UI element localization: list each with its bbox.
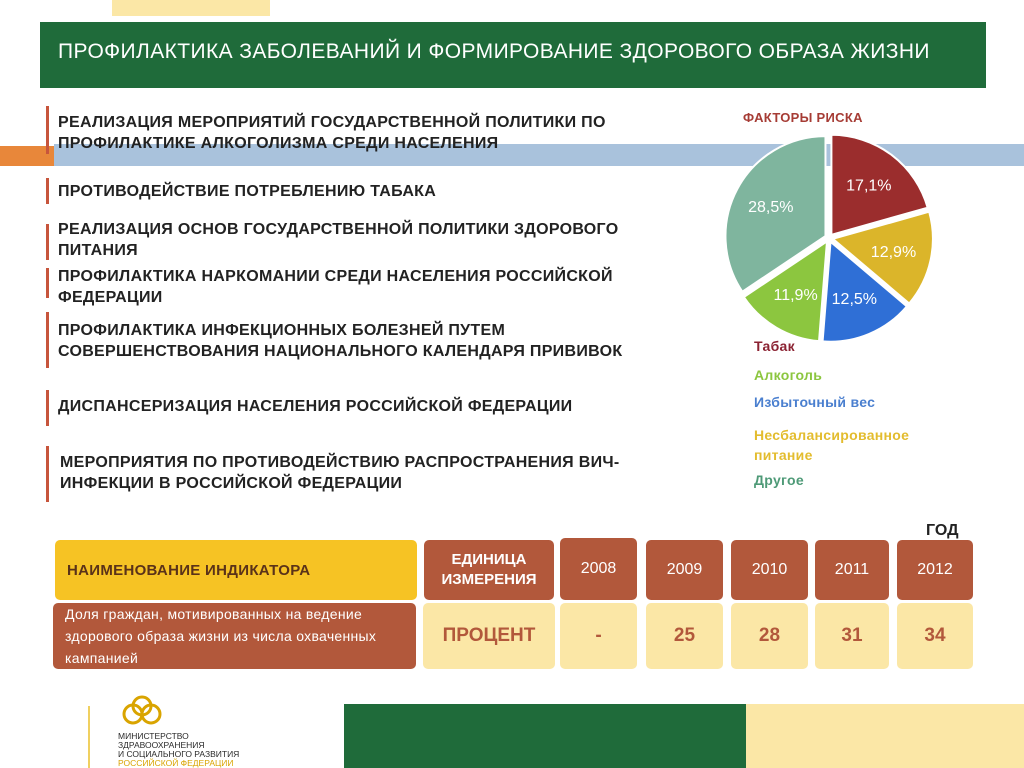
program-item: ПРОФИЛАКТИКА ИНФЕКЦИОННЫХ БОЛЕЗНЕЙ ПУТЕМ СОВЕРШЕНСТВОВАНИЯ НАЦИОНАЛЬНОГО КАЛЕНДАРЯ ПРИВИВОК — [58, 322, 623, 360]
value-2010: 28 — [731, 603, 808, 669]
year-header-2008: 2008 — [560, 538, 637, 600]
value-2011: 31 — [815, 603, 889, 669]
pie-slice-label-2: 12,5% — [831, 290, 878, 308]
page-title: ПРОФИЛАКТИКА ЗАБОЛЕВАНИЙ И ФОРМИРОВАНИЕ ЗДОРОВОГО ОБРАЗА ЖИЗНИ — [58, 40, 930, 63]
program-item: РЕАЛИЗАЦИЯ ОСНОВ ГОСУДАРСТВЕННОЙ ПОЛИТИКИ ЗДОРОВОГО ПИТАНИЯ — [58, 221, 619, 259]
footer-green-band — [344, 704, 746, 768]
top-decoration — [112, 0, 270, 16]
risk-pie-chart — [726, 135, 932, 341]
program-item: ПРОТИВОДЕЙСТВИЕ ПОТРЕБЛЕНИЮ ТАБАКА — [58, 183, 437, 200]
item-marker — [46, 312, 49, 368]
year-header-2010: 2010 — [731, 540, 808, 600]
legend-other: Другое — [754, 472, 804, 488]
risk-factors-title: ФАКТОРЫ РИСКА — [743, 110, 863, 125]
pie-slice-label-3: 11,9% — [773, 286, 818, 304]
program-item: ПРОФИЛАКТИКА НАРКОМАНИИ СРЕДИ НАСЕЛЕНИЯ РОССИЙСКОЙ ФЕДЕРАЦИИ — [58, 268, 613, 306]
footer-divider — [88, 706, 90, 768]
program-item: РЕАЛИЗАЦИЯ МЕРОПРИЯТИЙ ГОСУДАРСТВЕННОЙ ПОЛИТИКИ ПО ПРОФИЛАКТИКЕ АЛКОГОЛИЗМА СРЕДИ НАСЕЛЕНИЯ — [58, 114, 606, 152]
year-label: ГОД — [926, 522, 959, 539]
item-marker — [46, 446, 49, 502]
legend-unbalanced-diet: Несбалансированное питание — [754, 427, 910, 463]
item-marker — [46, 268, 49, 298]
pie-slice-label-4: 28,5% — [748, 198, 794, 216]
legend-tobacco: Табак — [754, 338, 795, 354]
program-item: ДИСПАНСЕРИЗАЦИЯ НАСЕЛЕНИЯ РОССИЙСКОЙ ФЕДЕРАЦИИ — [58, 398, 573, 415]
item-marker — [46, 106, 49, 154]
item-marker — [46, 390, 49, 426]
pie-slice-label-0: 17,1% — [846, 177, 892, 195]
ministry-logo-icon — [116, 694, 168, 730]
legend-overweight: Избыточный вес — [754, 394, 876, 410]
unit-header: ЕДИНИЦА ИЗМЕРЕНИЯ — [424, 540, 554, 600]
year-header-2009: 2009 — [646, 540, 723, 600]
footer-yellow-band — [746, 704, 1024, 768]
value-2012: 34 — [897, 603, 973, 669]
legend-alcohol: Алкоголь — [754, 367, 823, 383]
value-2009: 25 — [646, 603, 723, 669]
indicator-description: Доля граждан, мотивированных на ведение здорового образа жизни из числа охваченных кампанией — [53, 603, 416, 669]
unit-value: ПРОЦЕНТ — [423, 603, 555, 669]
program-item: МЕРОПРИЯТИЯ ПО ПРОТИВОДЕЙСТВИЮ РАСПРОСТРАНЕНИЯ ВИЧ-ИНФЕКЦИИ В РОССИЙСКОЙ ФЕДЕРАЦИИ — [60, 454, 620, 492]
value-2008: - — [560, 603, 637, 669]
ministry-name: МИНИСТЕРСТВО ЗДРАВООХРАНЕНИЯ И СОЦИАЛЬНОГО РАЗВИТИЯ РОССИЙСКОЙ ФЕДЕРАЦИИ — [118, 731, 240, 768]
item-marker — [46, 178, 49, 204]
year-header-2011: 2011 — [815, 540, 889, 600]
indicator-header: НАИМЕНОВАНИЕ ИНДИКАТОРА — [55, 540, 417, 600]
item-marker — [46, 224, 49, 260]
pie-slice-label-1: 12,9% — [870, 244, 917, 262]
year-header-2012: 2012 — [897, 540, 973, 600]
